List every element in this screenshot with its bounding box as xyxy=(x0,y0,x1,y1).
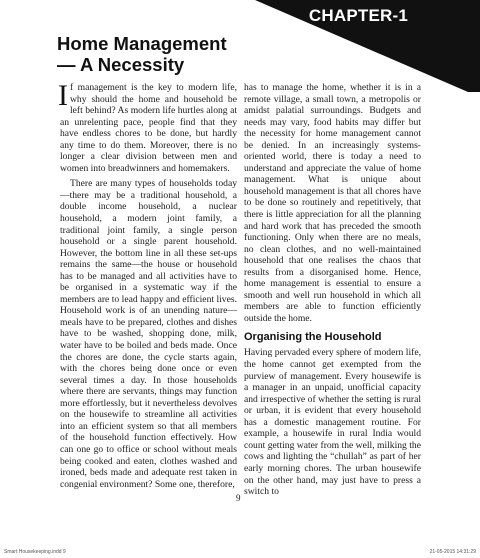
organising-paragraph: Having pervaded every sphere of modern life, the home cannot get exempted from the purview of management. Every housewife is a manager in an unpaid, unofficial capacity and irrespective of whether the setting is rural or urban, it is evident that every household has a domestic management routine. For example, a housewife in rural India would count getting water from the well, milking the cows and lighting the “chullah” as part of her early morning chores. The urban housewife on the other hand, may just have to press a switch to xyxy=(244,347,421,498)
chapter-label: CHAPTER-1 xyxy=(308,6,408,25)
intro-paragraph-text: f management is the key to modern life, why should the home and household be left behind? As modern life hurtles along at an unrelenting pace, people find that they have endless chores to be done, but hardly any time to do them. Moreover, there is no longer a clear division between men and women into breadwinners and homemakers. xyxy=(60,82,237,174)
page-title: Home Management — A Necessity xyxy=(57,33,227,75)
continuation-paragraph: has to manage the home, whether it is in a remote village, a small town, a metropolis or amidst palatial surroundings. Budgets and needs may vary, food habits may differ but the necessity for home management cannot be denied. In an increasingly systems-oriented world, there is today a need to understand and appreciate the value of home management. What is unique about household management is that all chores have to be done so routinely and repetitively, that there is little appreciation for all the planning and hard work that has preceded the smooth functioning. Only when there are no meals, no clean clothes, and no well-maintained household that one realises the chaos that results from a disorganised home. Hence, home management is essential to ensure a smooth and well run household in which all members are able to function efficiently outside the home. xyxy=(244,82,421,324)
household-types-paragraph: There are many types of households today—there may be a traditional household, a double income household, a nuclear household, a modern joint family, a traditional joint family, a single person household or a single parent household. However, the bottom line in all these set-ups remains the same—the house or household has to be managed and all activities have to be organised in a systematic way if the members are to lead happy and efficient lives. Household work is of an unending nature—meals have to be prepared, clothes and dishes have to be washed, shopping done, milk, water have to be boiled and beds made. Once the chores are done, the cycle starts again, with the chores being done once or even several times a day. In those households where there are servants, things may function more effortlessly, but it nevertheless devolves on the housewife to streamline all activities into an efficient system so that all members of the household function effectively. How can one go to office or school without meals being cooked and eaten, clothes washed and ironed, beds made and adequate rest taken in congenial environment? Some one, therefore, xyxy=(60,178,237,490)
intro-paragraph xyxy=(58,79,237,174)
footer-filename: Smart Housekeeping.indd 9 xyxy=(4,549,66,555)
page-number: 9 xyxy=(236,493,241,503)
drop-cap: I xyxy=(58,79,68,112)
section-heading: Organising the Household xyxy=(244,331,382,344)
left-column xyxy=(58,79,237,490)
right-column xyxy=(244,82,421,498)
footer-timestamp: 21-05-2015 14:31:29 xyxy=(429,549,476,555)
